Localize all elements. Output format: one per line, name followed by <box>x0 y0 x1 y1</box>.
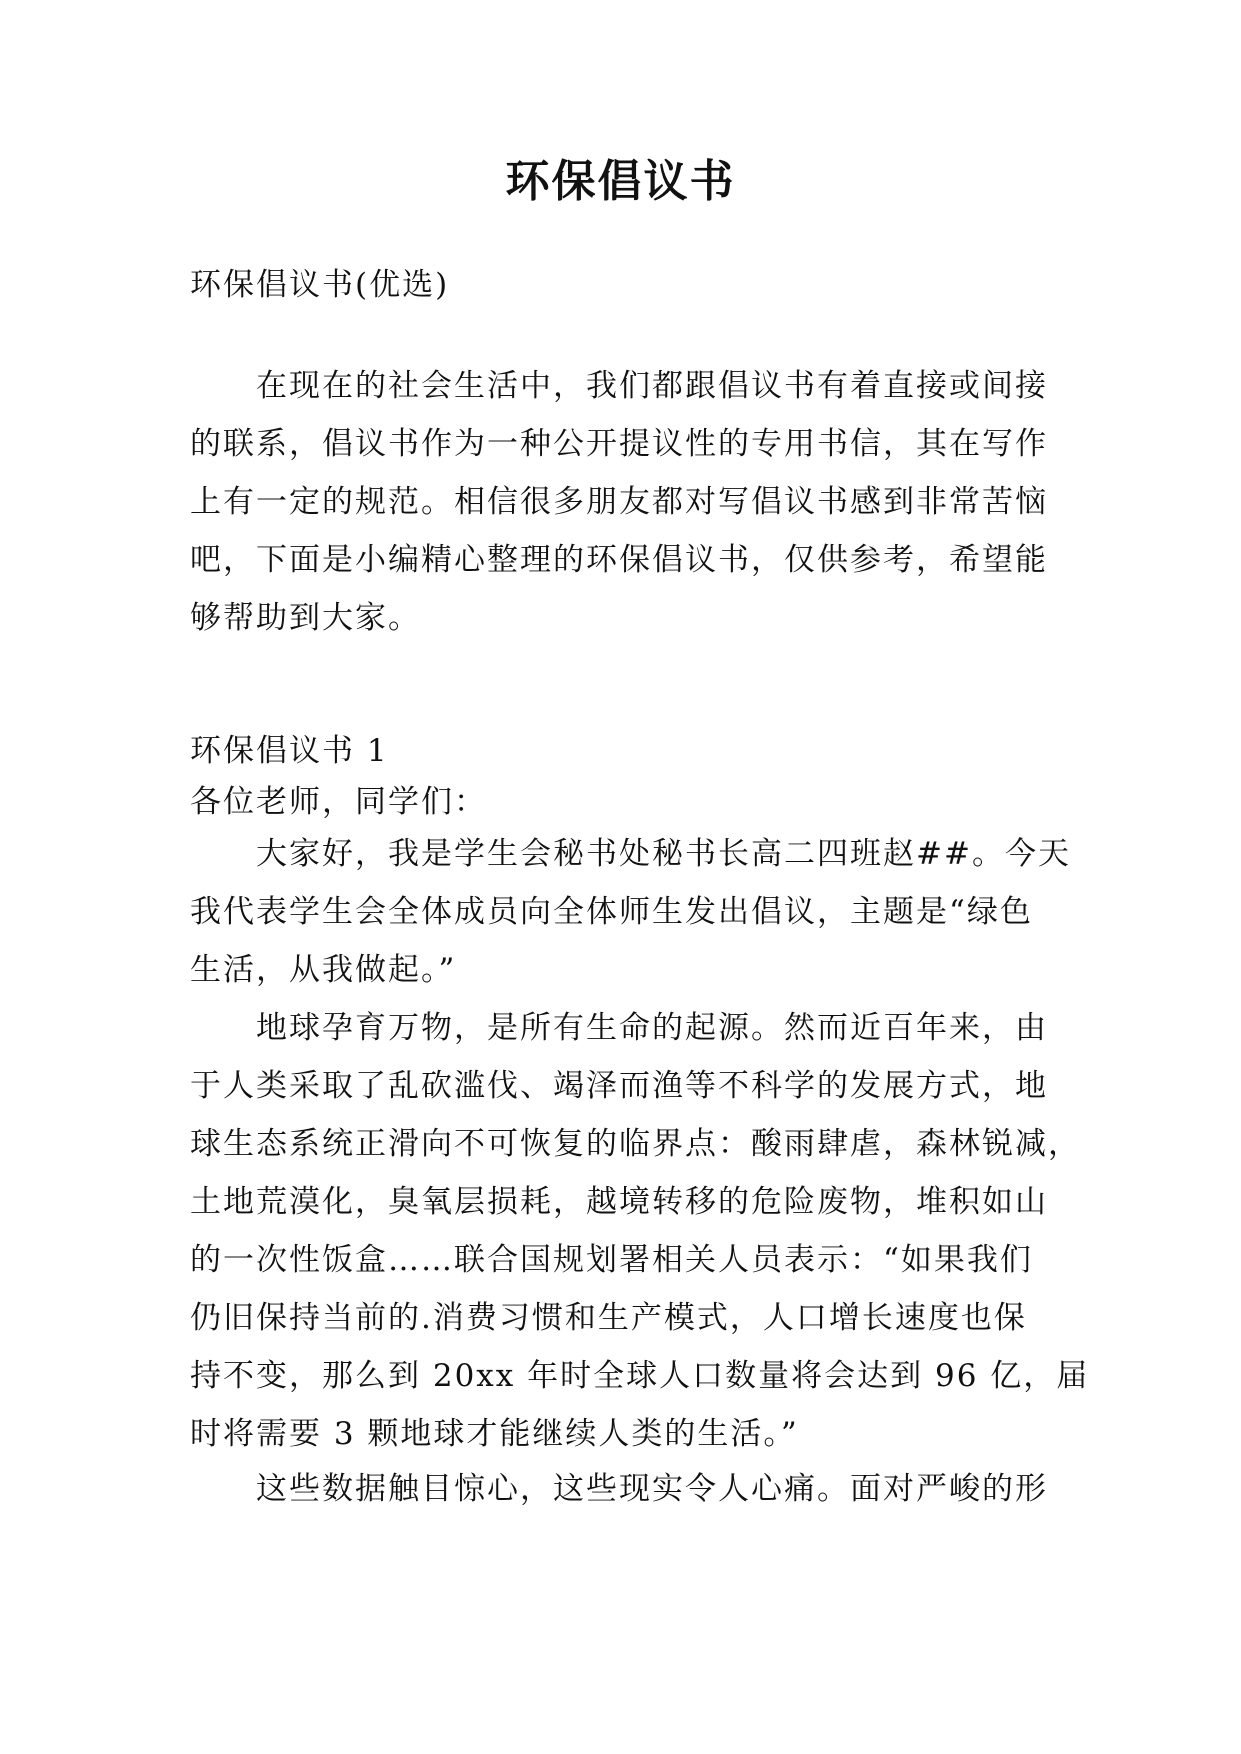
paragraph-line: 仍旧保持当前的.消费习惯和生产模式，人口增长速度也保 <box>190 1300 1027 1336</box>
paragraph-1 <box>190 825 1071 999</box>
intro-line: 够帮助到大家。 <box>190 600 421 636</box>
intro-line: 的联系，倡议书作为一种公开提议性的专用书信，其在写作 <box>190 426 1048 462</box>
paragraph-line: 地球孕育万物，是所有生命的起源。然而近百年来，由 <box>256 1010 1048 1046</box>
greeting: 各位老师，同学们： <box>190 784 487 820</box>
paragraph-line: 我代表学生会全体成员向全体师生发出倡议，主题是“绿色 <box>190 894 1033 930</box>
intro-line: 吧，下面是小编精心整理的环保倡议书，仅供参考，希望能 <box>190 542 1048 578</box>
document-title: 环保倡议书 <box>505 156 736 207</box>
paragraph-line: 大家好，我是学生会秘书处秘书长高二四班赵##。今天 <box>256 836 1071 872</box>
paragraph-line: 球生态系统正滑向不可恢复的临界点：酸雨肆虐，森林锐减， <box>190 1126 1081 1162</box>
intro-paragraph <box>190 357 1050 647</box>
paragraph-line: 的一次性饭盒……联合国规划署相关人员表示：“如果我们 <box>190 1242 1033 1278</box>
paragraph-line: 这些数据触目惊心，这些现实令人心痛。面对严峻的形 <box>256 1471 1048 1507</box>
document-subtitle: 环保倡议书(优选) <box>190 267 450 303</box>
intro-line: 在现在的社会生活中，我们都跟倡议书有着直接或间接 <box>256 368 1048 404</box>
paragraph-line: 持不变，那么到 20xx 年时全球人口数量将会达到 96 亿，届 <box>190 1358 1090 1394</box>
paragraph-3 <box>190 1460 1050 1518</box>
intro-line: 上有一定的规范。相信很多朋友都对写倡议书感到非常苦恼 <box>190 484 1048 520</box>
paragraph-line: 时将需要 3 颗地球才能继续人类的生活。” <box>190 1416 799 1452</box>
paragraph-line: 生活，从我做起。” <box>190 952 457 988</box>
paragraph-line: 土地荒漠化，臭氧层损耗，越境转移的危险废物，堆积如山 <box>190 1184 1048 1220</box>
paragraph-line: 于人类采取了乱砍滥伐、竭泽而渔等不科学的发展方式，地 <box>190 1068 1048 1104</box>
section-heading: 环保倡议书 1 <box>190 733 389 769</box>
paragraph-2 <box>190 999 1090 1463</box>
